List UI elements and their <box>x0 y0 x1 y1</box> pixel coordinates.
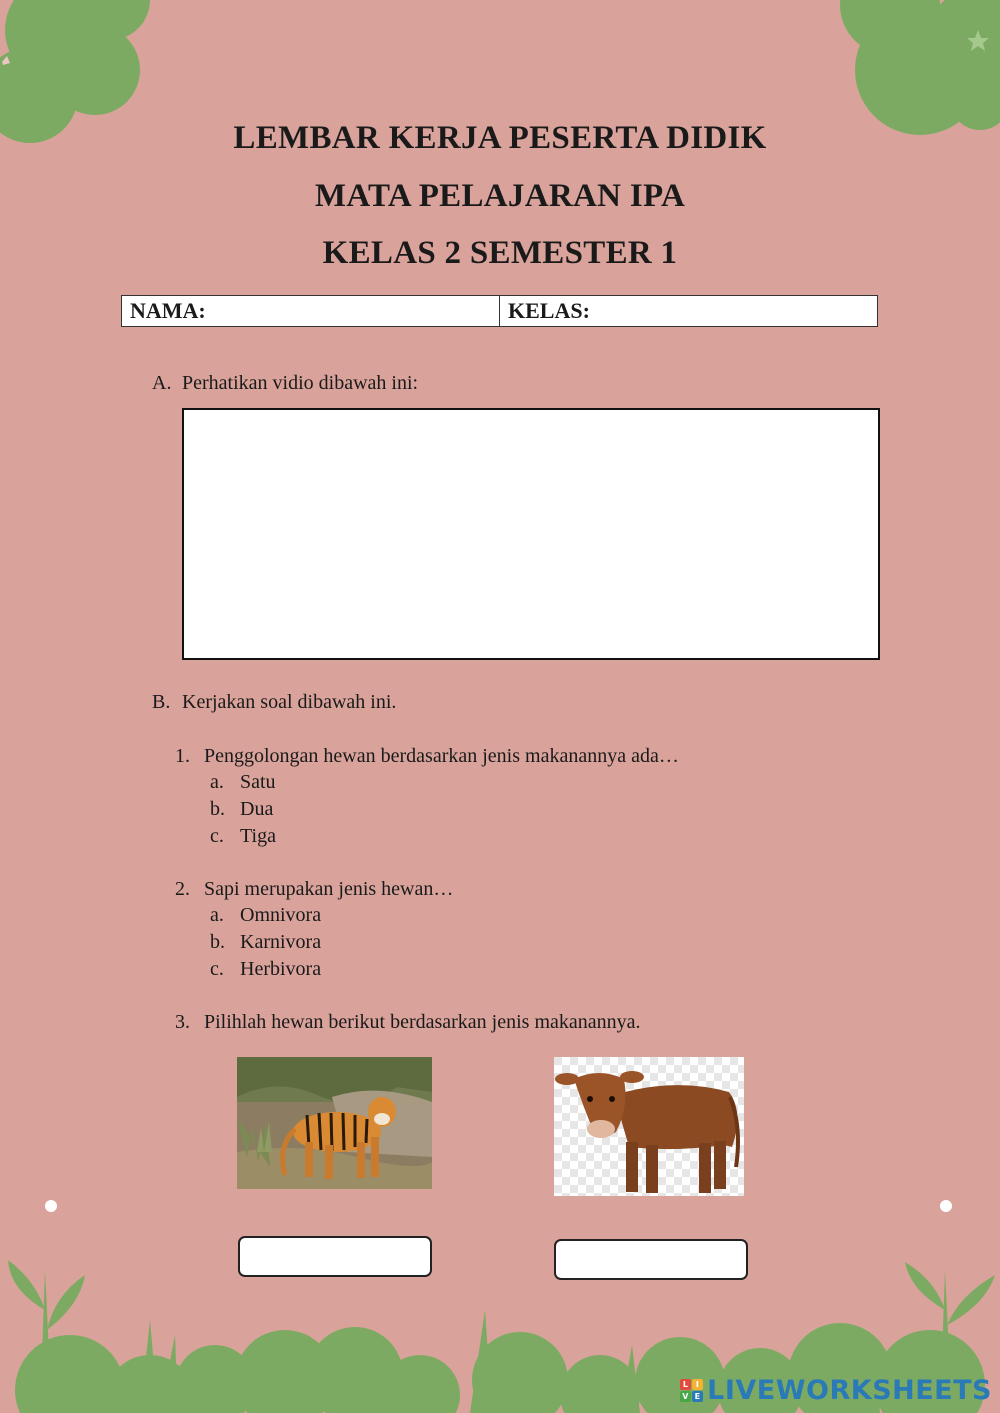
option-text: Herbivora <box>240 958 322 980</box>
option-letter: c. <box>210 825 224 847</box>
option-text: Karnivora <box>240 931 322 953</box>
question-2-option-c[interactable] <box>210 958 321 981</box>
question-text: Pilihlah hewan berikut berdasarkan jenis makanannya. <box>204 1011 641 1033</box>
class-field[interactable] <box>499 296 877 326</box>
watermark-text: LIVEWORKSHEETS <box>707 1375 992 1406</box>
cow-image <box>554 1057 744 1196</box>
question-2-option-b[interactable] <box>210 931 321 954</box>
class-label: KELAS: <box>508 298 590 323</box>
decorative-dot-right <box>940 1200 952 1212</box>
liveworksheets-logo-icon <box>680 1379 703 1402</box>
option-text: Omnivora <box>240 904 322 926</box>
question-1-option-b[interactable] <box>210 798 273 821</box>
tiger-image <box>237 1057 432 1189</box>
question-2-option-a[interactable] <box>210 904 321 927</box>
option-letter: b. <box>210 798 225 820</box>
title-class-semester: KELAS 2 SEMESTER 1 <box>322 235 678 271</box>
section-a-instruction <box>152 372 418 395</box>
badge-letter: E <box>692 1391 703 1402</box>
option-text: Satu <box>240 771 276 793</box>
badge-letter: V <box>680 1391 691 1402</box>
question-3 <box>175 1011 641 1034</box>
section-b-text: Kerjakan soal dibawah ini. <box>182 691 397 713</box>
question-1-option-a[interactable] <box>210 771 276 794</box>
liveworksheets-watermark <box>680 1375 992 1406</box>
section-b-instruction <box>152 691 396 714</box>
option-letter: a. <box>210 771 224 793</box>
question-text: Sapi merupakan jenis hewan… <box>204 878 454 900</box>
question-text: Penggolongan hewan berdasarkan jenis makanannya ada… <box>204 745 679 767</box>
name-label: NAMA: <box>130 298 206 323</box>
badge-letter: L <box>680 1379 691 1390</box>
section-a-text: Perhatikan vidio dibawah ini: <box>182 372 419 394</box>
question-number: 1. <box>175 745 190 767</box>
question-2 <box>175 878 453 901</box>
section-b-marker: B. <box>152 691 171 713</box>
section-a-marker: A. <box>152 372 172 394</box>
decorative-dot-left <box>45 1200 57 1212</box>
question-1-option-c[interactable] <box>210 825 276 848</box>
video-embed-area[interactable] <box>182 408 880 660</box>
question-1 <box>175 745 679 768</box>
title-worksheet: LEMBAR KERJA PESERTA DIDIK <box>233 120 767 156</box>
name-field[interactable] <box>122 296 499 326</box>
question-number: 2. <box>175 878 190 900</box>
option-letter: a. <box>210 904 224 926</box>
title-subject: MATA PELAJARAN IPA <box>314 178 686 214</box>
bush-top-right <box>800 0 1000 140</box>
option-letter: b. <box>210 931 225 953</box>
identity-table <box>121 295 878 327</box>
badge-letter: I <box>692 1379 703 1390</box>
option-letter: c. <box>210 958 224 980</box>
option-text: Tiga <box>240 825 276 847</box>
question-number: 3. <box>175 1011 190 1033</box>
option-text: Dua <box>240 798 274 820</box>
